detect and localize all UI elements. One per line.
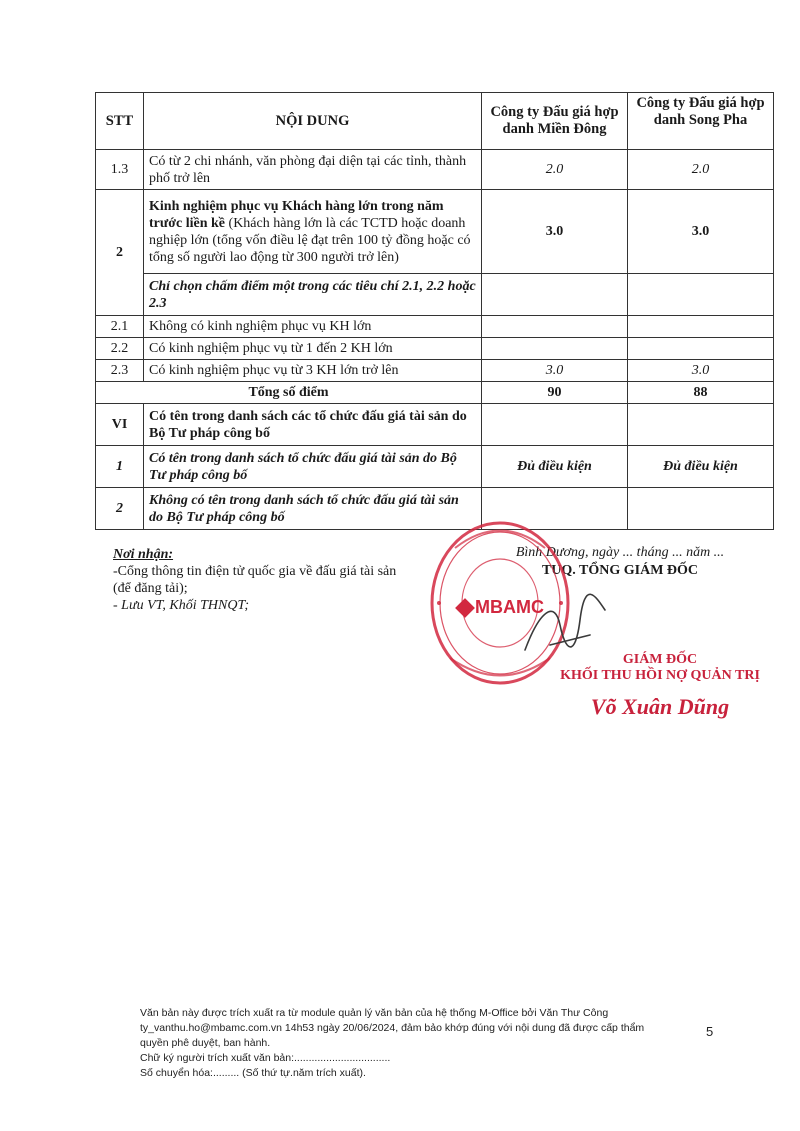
row-value-company-1: Đủ điều kiện [482,446,628,488]
table-row [96,404,774,446]
table-row [96,316,774,338]
recipient-line: -Cổng thông tin điện tử quốc gia về đấu giá tài sản [113,564,397,579]
row-value-company-1 [482,404,628,446]
row-stt: 1 [96,446,144,488]
row-value-company-1: 3.0 [482,360,628,382]
row-content: Không có kinh nghiệm phục vụ KH lớn [144,316,482,338]
recipient-line: - Lưu VT, Khối THNQT; [113,598,249,613]
row-content: Có tên trong danh sách tổ chức đấu giá tài sản do Bộ Tư pháp công bố [144,446,482,488]
row-value-company-1: 3.0 [482,190,628,274]
row-value-company-2: 3.0 [628,360,774,382]
extraction-footer [140,1006,660,1081]
row-value-company-2 [628,338,774,360]
footer-line: ty_vanthu.ho@mbamc.com.vn 14h53 ngày 20/06/2024, đảm bảo khớp đúng với nội dung đã được cấp thẩm [140,1022,645,1034]
row-content: Không có tên trong danh sách tổ chức đấu giá tài sản do Bộ Tư pháp công bố [144,488,482,530]
table-row [96,338,774,360]
footer-line: Văn bản này được trích xuất ra từ module quản lý văn bản của hệ thống M-Office bởi Văn Thư Công [140,1007,609,1019]
row-content: Có từ 2 chi nhánh, văn phòng đại diện tại các tỉnh, thành phố trở lên [144,150,482,190]
row-value-company-2: 3.0 [628,190,774,274]
signature-date-line: Bình Dương, ngày ... tháng ... năm ... [515,545,725,560]
row-content-heading: Kinh nghiệm phục vụ Khách hàng lớn trong năm trước liền kề [149,198,444,231]
signature-title: TUQ. TỔNG GIÁM ĐỐC [541,563,699,578]
row-stt: 2 [96,190,144,316]
row-value-company-2 [628,316,774,338]
header-company-2: Công ty Đấu giá hợp danh Song Pha [628,93,774,150]
director-block [540,652,780,720]
row-stt: 1.3 [96,150,144,190]
page-number: 5 [706,1024,714,1039]
row-content: Có tên trong danh sách các tổ chức đấu giá tài sản do Bộ Tư pháp công bố [144,404,482,446]
row-value-company-1 [482,316,628,338]
recipient-line: (để đăng tải); [113,581,188,596]
row-stt: VI [96,404,144,446]
evaluation-table [95,92,774,530]
footer-line: quyền phê duyệt, ban hành. [140,1037,271,1049]
header-company-1: Công ty Đấu giá hợp danh Miền Đông [482,93,628,150]
row-value-company-1 [482,338,628,360]
row-content [144,190,482,274]
header-stt: STT [96,93,144,150]
header-content: NỘI DUNG [144,93,482,150]
row-stt: 2 [96,488,144,530]
seal-text: MBAMC [475,597,544,617]
total-company-2: 88 [628,382,774,404]
table-row [96,274,774,316]
table-row [96,360,774,382]
row-value-company-2: 2.0 [628,150,774,190]
table-header-row [96,93,774,150]
row-value-company-1: 2.0 [482,150,628,190]
row-stt: 2.1 [96,316,144,338]
row-content-detail: (Khách hàng lớn là các TCTD hoặc doanh nghiệp lớn (tổng vốn điều lệ đạt trên 100 tỷ đồng hoặc có tổng số người lao động từ 300 người trở lên) [149,215,471,265]
footer-line: Số chuyển hóa:......... (Số thứ tự.năm trích xuất). [140,1067,366,1079]
row-value-company-2 [628,404,774,446]
row-stt: 2.2 [96,338,144,360]
row-value-company-2: Đủ điều kiện [628,446,774,488]
table-row [96,190,774,274]
director-department: KHỐI THU HỒI NỢ QUẢN TRỊ [560,668,760,683]
director-role: GIÁM ĐỐC [622,652,698,667]
recipients-title: Nơi nhận: [113,547,174,562]
row-content: Có kinh nghiệm phục vụ từ 1 đến 2 KH lớn [144,338,482,360]
table-row [96,150,774,190]
row-value-company-2 [628,488,774,530]
total-label: Tổng số điểm [96,382,482,404]
row-empty-cell [482,274,628,316]
table-total-row [96,382,774,404]
row-stt: 2.3 [96,360,144,382]
director-name: Võ Xuân Dũng [590,694,730,719]
total-company-1: 90 [482,382,628,404]
row-note: Chỉ chọn chấm điểm một trong các tiêu chí 2.1, 2.2 hoặc 2.3 [144,274,482,316]
row-content: Có kinh nghiệm phục vụ từ 3 KH lớn trở lên [144,360,482,382]
footer-line: Chữ ký người trích xuất văn bản:................................. [140,1052,391,1064]
row-empty-cell [628,274,774,316]
table-row [96,446,774,488]
